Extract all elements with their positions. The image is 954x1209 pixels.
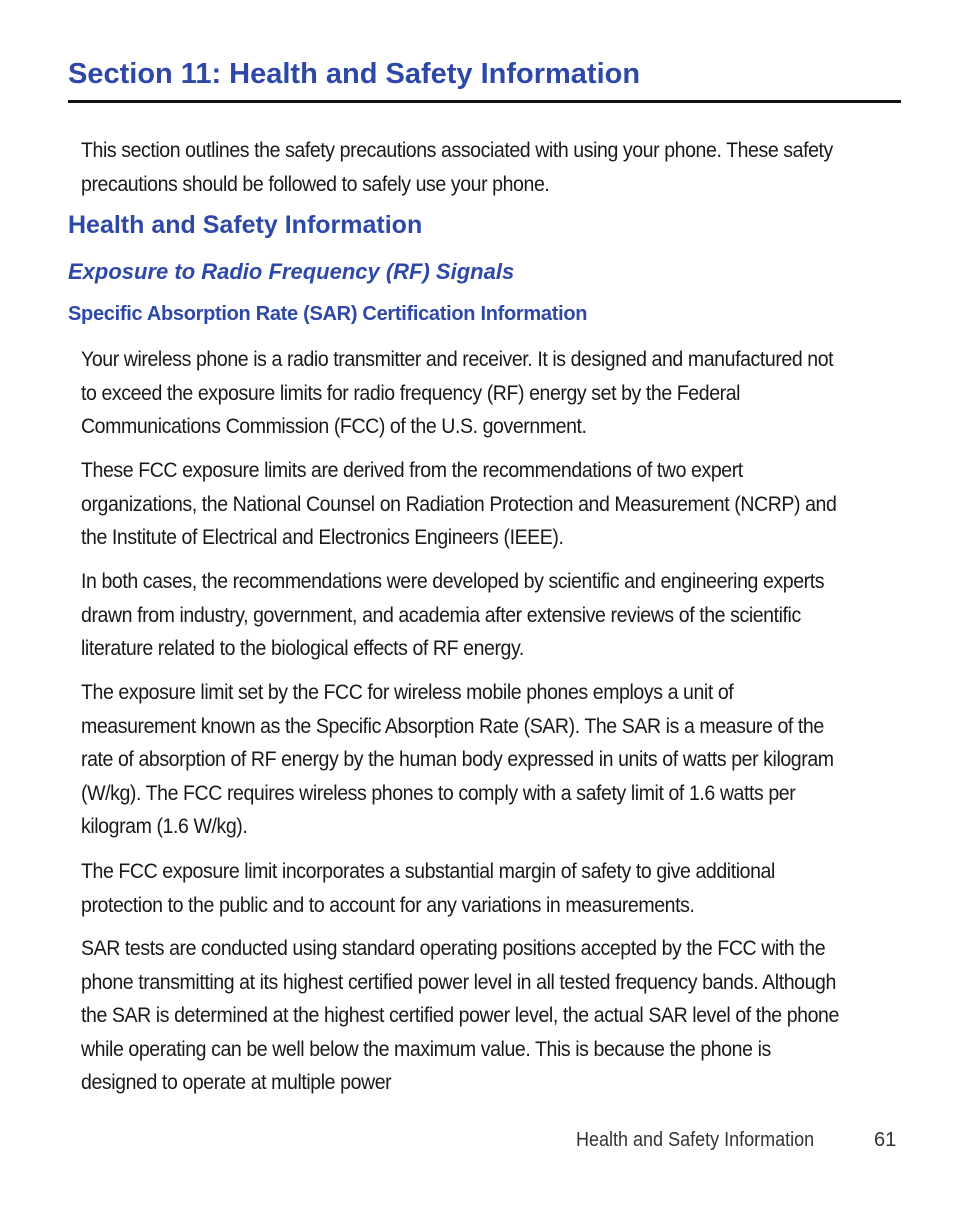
title-divider bbox=[68, 100, 901, 103]
subsection-heading: Exposure to Radio Frequency (RF) Signals bbox=[68, 259, 515, 284]
paragraph-1: Your wireless phone is a radio transmitter and receiver. It is designed and manufactured not to exceed the exposure limits for radio frequency (RF) energy set by the Federal Communications Commission (FCC) of the U.S. government. bbox=[81, 348, 834, 439]
subsubsection-heading: Specific Absorption Rate (SAR) Certification Information bbox=[68, 303, 588, 325]
paragraph-6: SAR tests are conducted using standard operating positions accepted by the FCC with the phone transmitting at its highest certified power level in all tested frequency bands. Although the SAR is determined at the highest certified power level, the actual SAR level of the phone while operating can be well below the maximum value. This is because the phone is designed to operate at multiple power bbox=[81, 937, 839, 1095]
footer-section-label: Health and Safety Information bbox=[576, 1129, 815, 1151]
paragraph-4: The exposure limit set by the FCC for wireless mobile phones employs a unit of measurement known as the Specific Absorption Rate (SAR). The SAR is a measure of the rate of absorption of RF energy by the human body expressed in units of watts per kilogram (W/kg). The FCC requires wireless phones to comply with a safety limit of 1.6 watts per kilogram (1.6 W/kg). bbox=[81, 681, 834, 839]
intro-paragraph: This section outlines the safety precautions associated with using your phone. These safety precautions should be followed to safely use your phone. bbox=[81, 139, 833, 196]
paragraph-2: These FCC exposure limits are derived from the recommendations of two expert organizations, the National Counsel on Radiation Protection and Measurement (NCRP) and the Institute of Electrical and Electronics Engineers (IEEE). bbox=[81, 459, 837, 550]
footer-page-number: 61 bbox=[874, 1129, 897, 1151]
paragraph-5: The FCC exposure limit incorporates a substantial margin of safety to give additional protection to the public and to account for any variations in measurements. bbox=[81, 860, 775, 917]
section-heading: Health and Safety Information bbox=[68, 211, 423, 239]
page-title: Section 11: Health and Safety Information bbox=[68, 58, 641, 90]
paragraph-3: In both cases, the recommendations were developed by scientific and engineering experts drawn from industry, government, and academia after extensive reviews of the scientific literature related to the biological effects of RF energy. bbox=[81, 570, 825, 661]
